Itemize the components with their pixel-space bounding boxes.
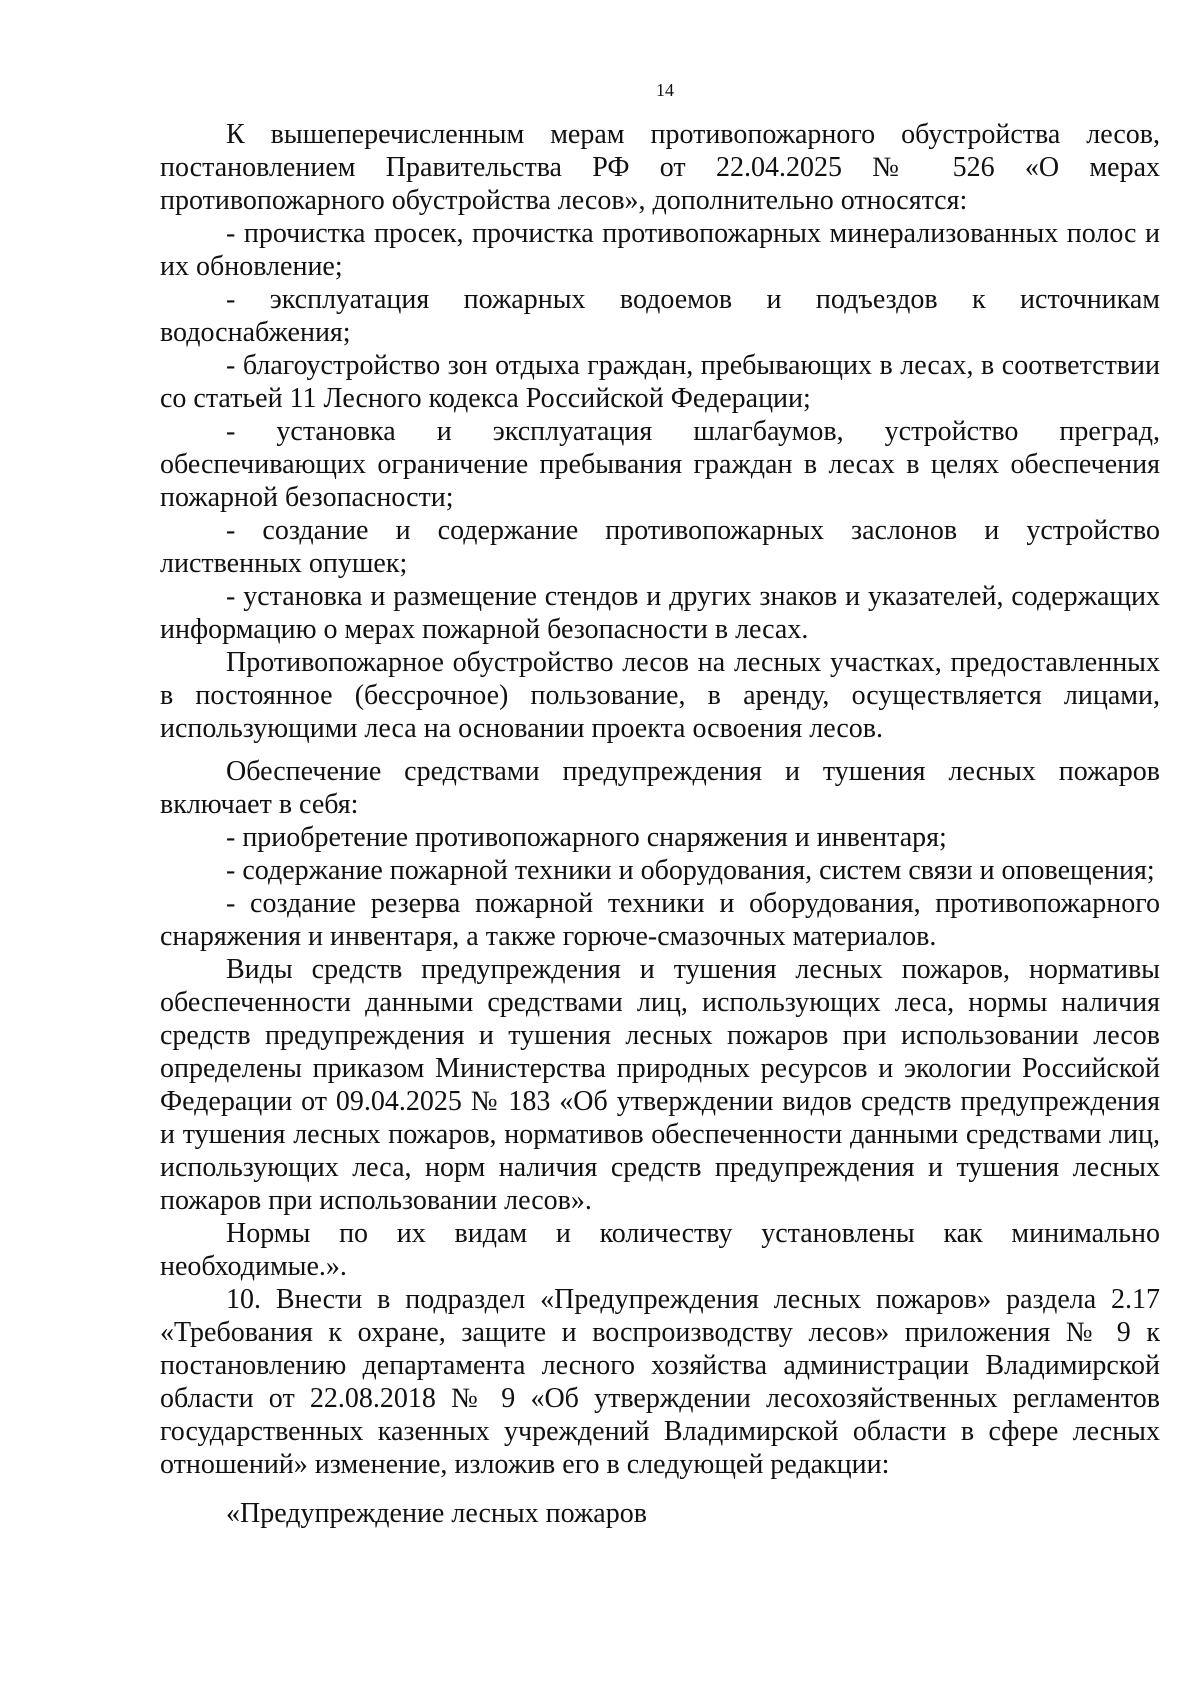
paragraph-provision-means: Обеспечение средствами предупреждения и тушения лесных пожаров включает в себя: [160, 756, 1160, 820]
paragraph-item-10: 10. Внести в подраздел «Предупреждения лесных пожаров» раздела 2.17 «Требования к охране, защите и воспроизводству лесов» приложения № 9 к постановлению департамента лесного хозяйства администрации Владимирской области от 22.08.2018 № 9 «Об утверждении лесохозяйственных регламентов государственных казенных учреждений Владимирской области в сфере лесных отношений» изменение, изложив его в следующей редакции: [160, 1284, 1160, 1480]
document-body [160, 118, 1160, 1530]
list-item-fire-screens: - создание и содержание противопожарных заслонов и устройство лиственных опушек; [160, 515, 1160, 579]
list-item-barriers: - установка и эксплуатация шлагбаумов, устройство преград, обеспечивающих ограничение пребывания граждан в лесах в целях обеспечения пожарной безопасности; [160, 416, 1160, 513]
paragraph-intro: К вышеперечисленным мерам противопожарного обустройства лесов, постановлением Правительства РФ от 22.04.2025 № 526 «О мерах противопожарного обустройства лесов», дополнительно относятся: [160, 119, 1160, 216]
paragraph-types-of-means: Виды средств предупреждения и тушения лесных пожаров, нормативы обеспеченности данными средствами лиц, использующих леса, нормы наличия средств предупреждения и тушения лесных пожаров при использовании лесов определены приказом Министерства природных ресурсов и экологии Российской Федерации от 09.04.2025 № 183 «Об утверждении видов средств предупреждения и тушения лесных пожаров, нормативов обеспеченности данными средствами лиц, использующих леса, норм наличия средств предупреждения и тушения лесных пожаров при использовании лесов». [160, 954, 1160, 1216]
page-number: 14 [656, 80, 674, 100]
list-item-clearing: - прочистка просек, прочистка противопожарных минерализованных полос и их обновление; [160, 218, 1160, 282]
list-item-stands-signs: - установка и размещение стендов и других знаков и указателей, содержащих информацию о мерах пожарной безопасности в лесах. [160, 581, 1160, 645]
paragraph-lease-arrangement: Противопожарное обустройство лесов на лесных участках, предоставленных в постоянное (бессрочное) пользование, в аренду, осуществляется лицами, использующими леса на основании проекта освоения лесов. [160, 647, 1160, 744]
list-item-equipment-purchase: - приобретение противопожарного снаряжения и инвентаря; [226, 822, 947, 853]
list-item-reserve: - создание резерва пожарной техники и оборудования, противопожарного снаряжения и инвентаря, а также горюче-смазочных материалов. [160, 888, 1160, 952]
section-heading-fire-prevention: «Предупреждение лесных пожаров [226, 1498, 647, 1529]
list-item-water-reservoirs: - эксплуатация пожарных водоемов и подъездов к источникам водоснабжения; [160, 284, 1160, 348]
list-item-recreation-zones: - благоустройство зон отдыха граждан, пребывающих в лесах, в соответствии со статьей 11 Лесного кодекса Российской Федерации; [160, 350, 1160, 414]
list-item-maintenance: - содержание пожарной техники и оборудования, систем связи и оповещения; [226, 855, 1155, 886]
paragraph-norms: Нормы по их видам и количеству установлены как минимально необходимые.». [160, 1218, 1160, 1282]
